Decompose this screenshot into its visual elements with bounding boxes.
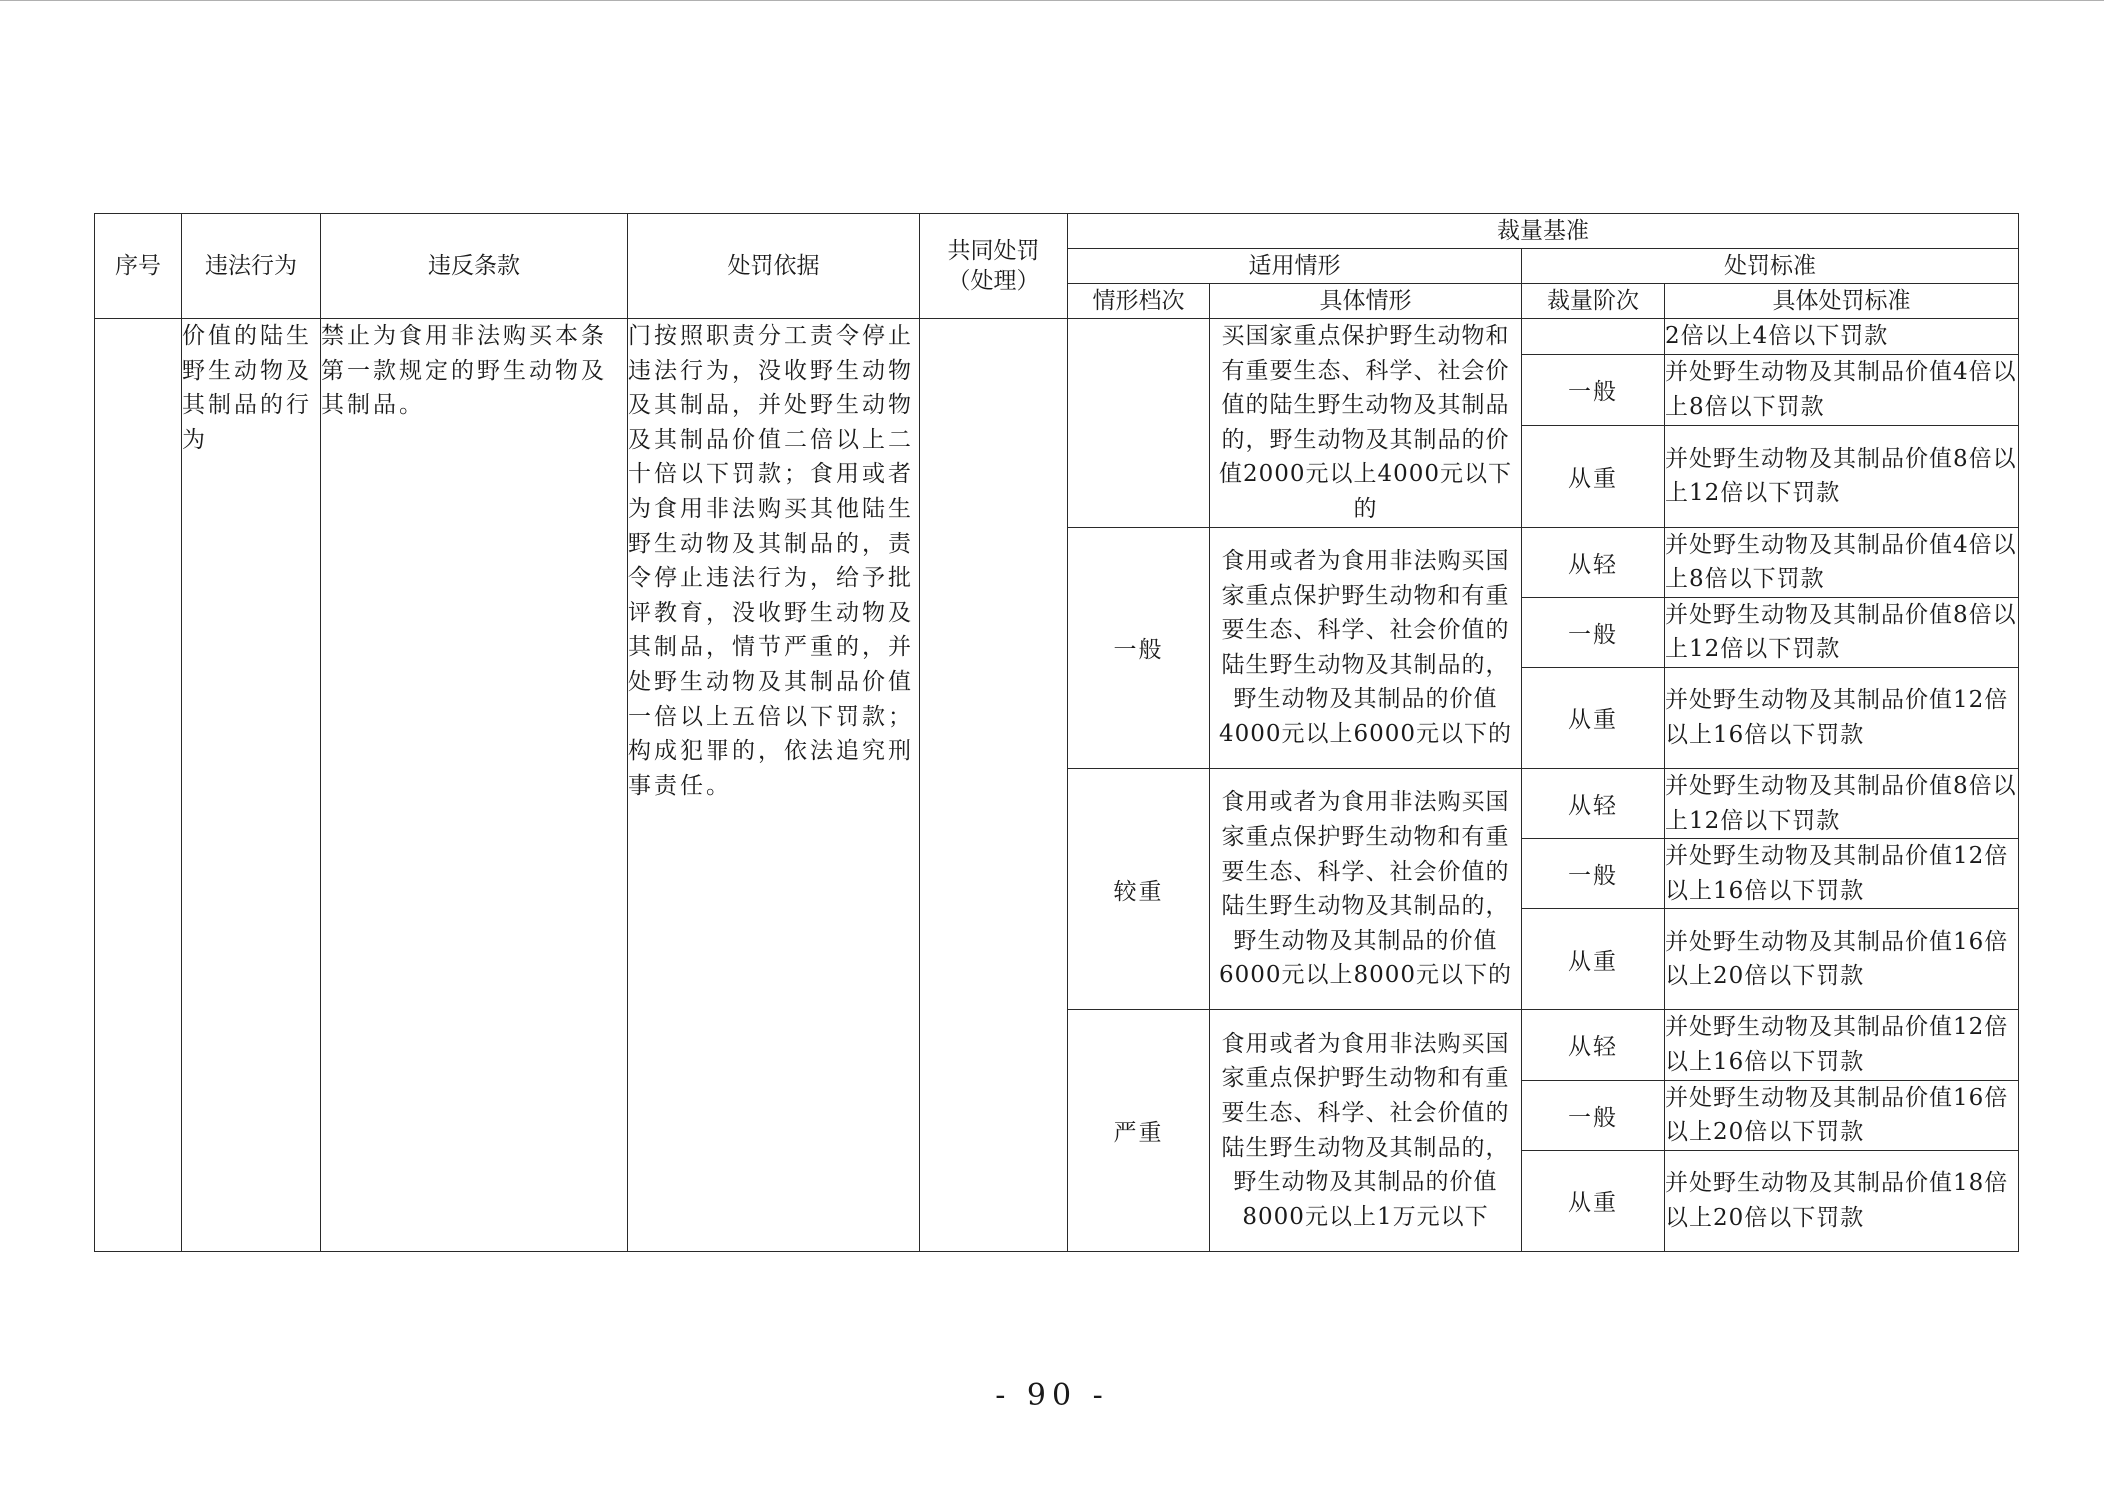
cell-level: 从重	[1522, 425, 1665, 527]
cell-standard: 并处野生动物及其制品价值16倍以上20倍以下罚款	[1665, 1080, 2019, 1150]
header-standard: 处罚标准	[1522, 249, 2019, 284]
cell-grade	[1068, 319, 1210, 528]
cell-grade: 一般	[1068, 527, 1210, 768]
cell-situation: 食用或者为食用非法购买国家重点保护野生动物和有重要生态、科学、社会价值的陆生野生动物及其制品的，野生动物及其制品的价值4000元以上6000元以下的	[1210, 527, 1522, 768]
header-specific-standard: 具体处罚标准	[1665, 284, 2019, 319]
header-behavior: 违法行为	[182, 214, 321, 319]
cell-seq	[95, 319, 182, 1252]
header-applicable: 适用情形	[1068, 249, 1522, 284]
cell-standard: 并处野生动物及其制品价值12倍以上16倍以下罚款	[1665, 1010, 2019, 1080]
cell-standard: 并处野生动物及其制品价值12倍以上16倍以下罚款	[1665, 839, 2019, 909]
header-grade: 情形档次	[1068, 284, 1210, 319]
header-joint-line-1: 共同处罚	[947, 238, 1040, 264]
cell-level: 从轻	[1522, 1010, 1665, 1080]
cell-level: 从重	[1522, 667, 1665, 768]
cell-standard: 并处野生动物及其制品价值8倍以上12倍以下罚款	[1665, 425, 2019, 527]
cell-grade: 较重	[1068, 768, 1210, 1009]
header-basis: 处罚依据	[628, 214, 920, 319]
penalty-benchmark-table	[94, 213, 2019, 1252]
header-level: 裁量阶次	[1522, 284, 1665, 319]
cell-level: 从轻	[1522, 527, 1665, 597]
cell-level: 从轻	[1522, 768, 1665, 838]
cell-standard: 并处野生动物及其制品价值12倍以上16倍以下罚款	[1665, 667, 2019, 768]
cell-clause: 禁止为食用非法购买本条第一款规定的野生动物及其制品。	[321, 319, 628, 1252]
cell-basis: 门按照职责分工责令停止违法行为，没收野生动物及其制品，并处野生动物及其制品价值二倍以上二十倍以下罚款；食用或者为食用非法购买其他陆生野生动物及其制品的，责令停止违法行为，给予批评教育，没收野生动物及其制品，情节严重的，并处野生动物及其制品价值一倍以上五倍以下罚款；构成犯罪的，依法追究刑事责任。	[628, 319, 920, 1252]
cell-standard: 并处野生动物及其制品价值8倍以上12倍以下罚款	[1665, 768, 2019, 838]
cell-joint	[920, 319, 1068, 1252]
header-specific: 具体情形	[1210, 284, 1522, 319]
page-number: - 90 -	[995, 1378, 1109, 1413]
cell-situation: 买国家重点保护野生动物和有重要生态、科学、社会价值的陆生野生动物及其制品的，野生动物及其制品的价值2000元以上4000元以下的	[1210, 319, 1522, 528]
cell-standard: 并处野生动物及其制品价值4倍以上8倍以下罚款	[1665, 527, 2019, 597]
cell-grade: 严重	[1068, 1010, 1210, 1251]
cell-situation: 食用或者为食用非法购买国家重点保护野生动物和有重要生态、科学、社会价值的陆生野生动物及其制品的，野生动物及其制品的价值6000元以上8000元以下的	[1210, 768, 1522, 1009]
cell-situation: 食用或者为食用非法购买国家重点保护野生动物和有重要生态、科学、社会价值的陆生野生动物及其制品的，野生动物及其制品的价值8000元以上1万元以下	[1210, 1010, 1522, 1251]
cell-level: 一般	[1522, 597, 1665, 667]
header-joint-line-2: （处理）	[947, 268, 1040, 294]
cell-standard: 2倍以上4倍以下罚款	[1665, 319, 2019, 355]
cell-level: 一般	[1522, 839, 1665, 909]
cell-standard: 并处野生动物及其制品价值4倍以上8倍以下罚款	[1665, 354, 2019, 425]
page-top-edge	[0, 0, 2104, 1]
header-joint-penalty	[920, 214, 1068, 319]
cell-level: 一般	[1522, 1080, 1665, 1150]
header-benchmark: 裁量基准	[1068, 214, 2019, 249]
header-seq: 序号	[95, 214, 182, 319]
cell-level: 一般	[1522, 354, 1665, 425]
cell-behavior: 价值的陆生野生动物及其制品的行为	[182, 319, 321, 1252]
cell-standard: 并处野生动物及其制品价值18倍以上20倍以下罚款	[1665, 1150, 2019, 1251]
cell-standard: 并处野生动物及其制品价值16倍以上20倍以下罚款	[1665, 909, 2019, 1010]
header-clause: 违反条款	[321, 214, 628, 319]
cell-level: 从重	[1522, 1150, 1665, 1251]
cell-level: 从重	[1522, 909, 1665, 1010]
cell-level	[1522, 319, 1665, 355]
cell-standard: 并处野生动物及其制品价值8倍以上12倍以下罚款	[1665, 597, 2019, 667]
